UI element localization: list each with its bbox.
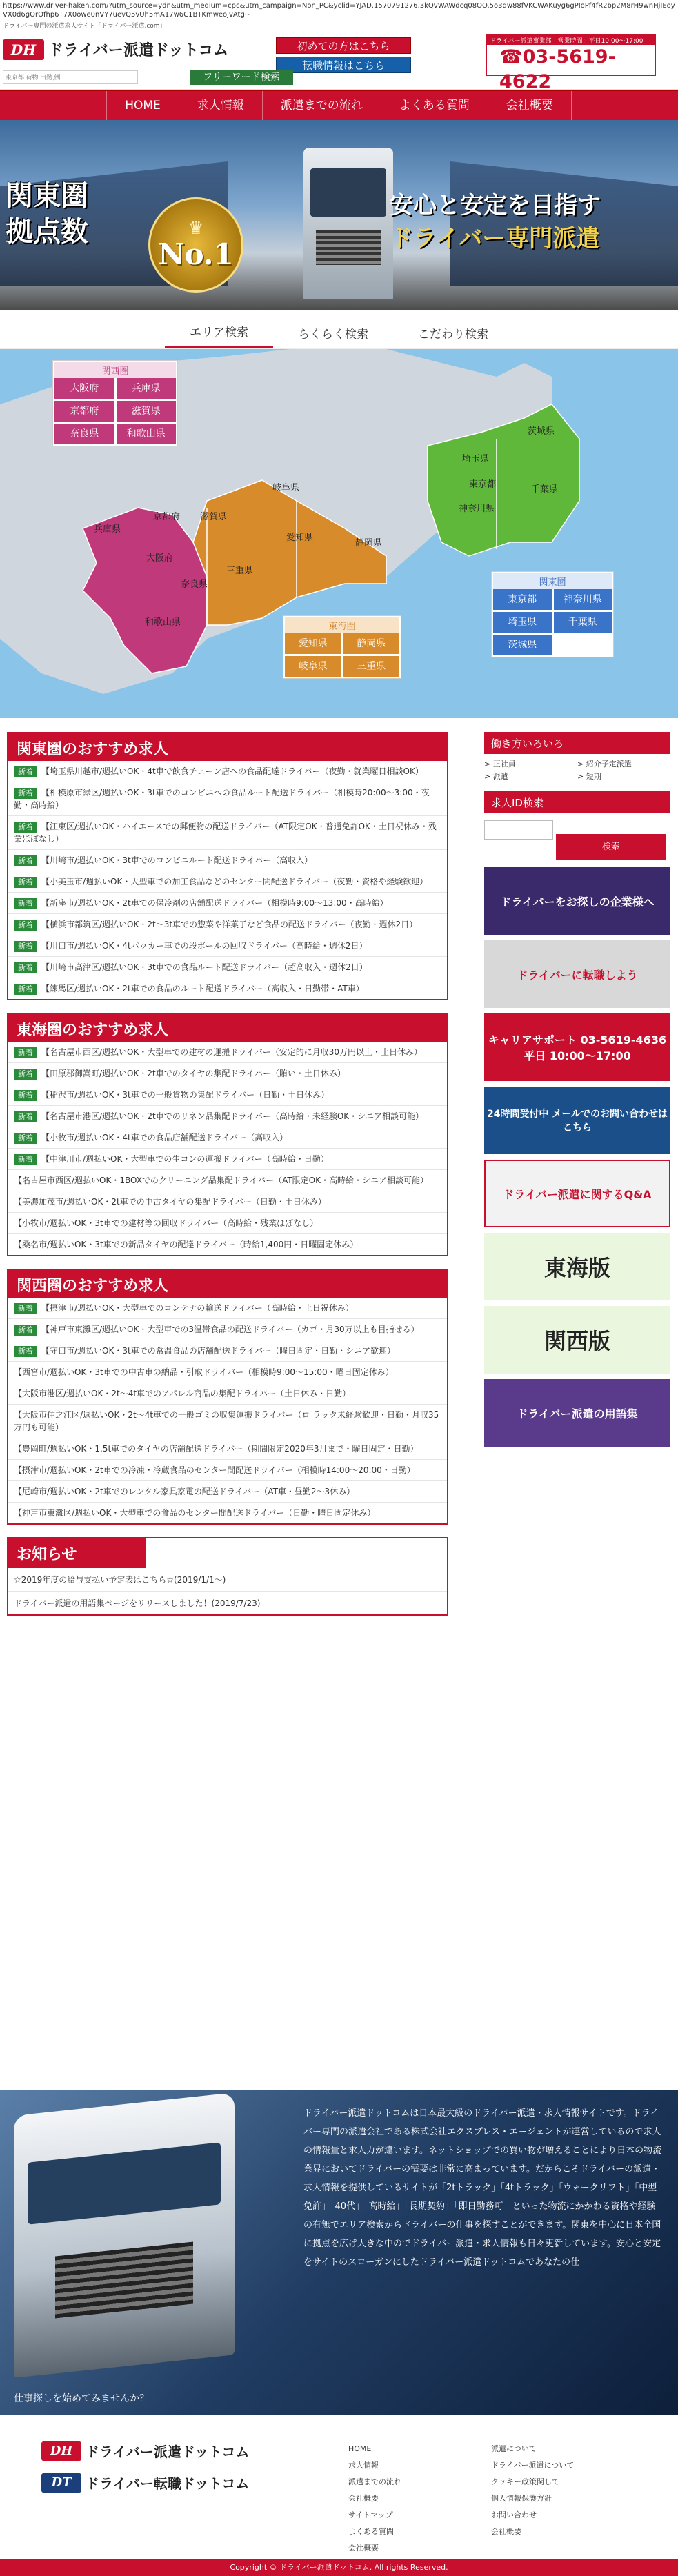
new-badge: 新着 bbox=[14, 1090, 37, 1101]
map-label-nara[interactable]: 奈良県 bbox=[181, 579, 208, 590]
job-row[interactable] bbox=[8, 978, 447, 999]
hero-banner bbox=[0, 120, 678, 310]
job-title: 【神戸市東灘区/週払いOK・大型車での3温帯食品の配送ドライバー（カゴ・月30万以上も目指せる） bbox=[41, 1325, 419, 1334]
banner-kansai-edition[interactable]: 関西版 bbox=[484, 1306, 670, 1374]
pref-shiga[interactable]: 滋賀県 bbox=[117, 401, 177, 422]
tokai-jobs-list bbox=[8, 1042, 447, 1255]
new-badge: 新着 bbox=[14, 788, 37, 799]
job-title: 【豊岡町/週払いOK・1.5t車でのタイヤの店舗配送ドライバー（期間限定2020年3月まで・曜日固定・日勤） bbox=[14, 1444, 419, 1454]
job-title: 【名古屋市西区/週払いOK・大型車での建材の運搬ドライバー（安定的に月収30万円以上・土日休み） bbox=[41, 1047, 423, 1057]
link-temp-to-hire[interactable]: > 紹介予定派遣 bbox=[577, 760, 632, 769]
job-title: 【小美玉市/週払いOK・大型車での加工食品などのセンター間配送ドライバー（夜勤・資格や経験歓迎） bbox=[41, 877, 428, 886]
map-label-mie[interactable]: 三重県 bbox=[226, 566, 254, 576]
left-column bbox=[7, 732, 448, 1616]
nav-jobs[interactable]: 求人情報 bbox=[179, 91, 262, 120]
job-row[interactable] bbox=[8, 1405, 447, 1438]
phone-hours: ドライバー派遣事業部 営業時間：平日10:00〜17:00 bbox=[487, 35, 655, 45]
pref-kyoto[interactable]: 京都府 bbox=[54, 401, 114, 422]
hero-left-text: 関東圏 拠点数 bbox=[6, 180, 88, 248]
job-row[interactable] bbox=[8, 1362, 447, 1383]
tokai-jobs-title: 東海圏のおすすめ求人 bbox=[8, 1014, 447, 1042]
job-change-button[interactable]: 転職情報はこちら bbox=[276, 57, 411, 73]
job-row[interactable] bbox=[8, 1213, 447, 1234]
free-word-search-button[interactable]: フリーワード検索 bbox=[190, 70, 293, 85]
map-label-chiba[interactable]: 千葉県 bbox=[531, 484, 559, 495]
page-title: ドライバー専門の派遣求人サイト「ドライバー派遣.com」 bbox=[3, 23, 166, 30]
id-search-title: 求人ID検索 bbox=[484, 791, 670, 813]
phone-number: ☎03-5619-4622 bbox=[499, 46, 616, 92]
footer-link[interactable]: クッキー政策関して bbox=[491, 2477, 559, 2486]
new-badge: 新着 bbox=[14, 1069, 37, 1080]
job-row[interactable] bbox=[8, 1460, 447, 1481]
job-title: 【横浜市都筑区/週払いOK・2t〜3t車での惣菜や洋菓子など食品の配送ドライバー（夜勤・週休2日） bbox=[41, 920, 418, 929]
job-row[interactable] bbox=[8, 935, 447, 957]
banner-tokai-edition[interactable]: 東海版 bbox=[484, 1233, 670, 1300]
new-badge: 新着 bbox=[14, 984, 37, 995]
new-badge: 新着 bbox=[14, 766, 37, 777]
job-row[interactable] bbox=[8, 1149, 447, 1170]
job-title: 【中津川市/週払いOK・大型車での生コンの運搬ドライバー（高時給・日勤） bbox=[41, 1154, 329, 1164]
new-badge: 新着 bbox=[14, 920, 37, 931]
job-row[interactable] bbox=[8, 1438, 447, 1460]
job-title: 【摂津市/週払いOK・大型車でのコンテナの輸送ドライバー（高時給・土日祝休み） bbox=[41, 1303, 354, 1313]
first-visit-button[interactable]: 初めての方はこちら bbox=[276, 37, 411, 54]
job-title: 【神戸市東灘区/週払いOK・大型車での食品のセンター間配送ドライバー（日勤・曜日固定休み） bbox=[14, 1508, 376, 1518]
no1-badge: ♛ No.1 bbox=[148, 197, 243, 293]
browser-url[interactable]: https://www.driver-haken.com/?utm_source=ydn&utm_medium=cpc&utm_campaign=Non_PC&yclid=YJAD.1570791276.3kQvWAWdcq08OO.5o3dw88fVKCWAKuyg6gPIoPf4fR2bp2M8rH9wnHjIEoyVX0d6gOrOfhp6T7X0owe0nVY7uevQ5vUh5mA17w6C1BTKmweojvAtg~ bbox=[3, 2, 675, 19]
footer-links-col2 bbox=[491, 2441, 574, 2540]
about-section bbox=[0, 2090, 678, 2415]
kanto-jobs-list bbox=[8, 761, 447, 999]
new-badge: 新着 bbox=[14, 1111, 37, 1122]
map-label-osaka[interactable]: 大阪府 bbox=[146, 553, 174, 564]
tab-area-search[interactable]: エリア検索 bbox=[165, 322, 273, 348]
region-box-tokai bbox=[283, 615, 401, 679]
link-short-term[interactable]: > 短期 bbox=[577, 772, 601, 781]
map-label-shiga[interactable]: 滋賀県 bbox=[200, 512, 228, 522]
region-title-kanto: 関東圏 bbox=[493, 573, 612, 589]
job-title: 【小牧市/週払いOK・4t車での食品店舗配送ドライバー（高収入） bbox=[41, 1133, 288, 1142]
job-title: 【川崎市/週払いOK・3t車でのコンビニルート配送ドライバー（高収入） bbox=[41, 855, 313, 865]
footer-link[interactable]: HOME bbox=[348, 2444, 372, 2453]
news-item-1[interactable]: ☆2019年度の給与支払い予定表はこちら☆(2019/1/1〜) bbox=[8, 1568, 447, 1592]
tokai-jobs-section bbox=[7, 1013, 448, 1256]
job-title: 【稲沢市/週払いOK・3t車での一般貨物の集配ドライバー（日勤・土日休み） bbox=[41, 1090, 330, 1100]
phone-icon: ☎ bbox=[499, 46, 523, 68]
job-title: 【田原郡御嵩町/週払いOK・2t車でのタイヤの集配ドライバー（賄い・土日休み） bbox=[41, 1069, 346, 1078]
region-title-kansai: 関西圏 bbox=[54, 362, 176, 378]
job-title: 【練馬区/週払いOK・2t車での食品のルート配送ドライバー（高収入・日勤帯・AT車） bbox=[41, 984, 364, 993]
map-label-kanagawa[interactable]: 神奈川県 bbox=[459, 504, 495, 514]
new-badge: 新着 bbox=[14, 855, 37, 866]
id-search-button[interactable]: 検索 bbox=[556, 834, 666, 860]
region-title-tokai: 東海圏 bbox=[285, 617, 399, 633]
job-row[interactable] bbox=[8, 1191, 447, 1213]
banner-glossary[interactable]: ドライバー派遣の用語集 bbox=[484, 1379, 670, 1447]
job-title: 【大阪市港区/週払いOK・2t〜4t車でのアパレル商品の集配ドライバー（土日休み・日勤） bbox=[14, 1389, 351, 1398]
site-footer bbox=[0, 2415, 678, 2559]
job-row[interactable] bbox=[8, 1063, 447, 1084]
job-row[interactable] bbox=[8, 957, 447, 978]
pref-hyogo[interactable]: 兵庫県 bbox=[117, 378, 177, 399]
job-row[interactable] bbox=[8, 893, 447, 914]
news-item-2[interactable]: ドライバー派遣の用語集ページをリリースしました！(2019/7/23) bbox=[14, 1598, 261, 1608]
pref-wakayama[interactable]: 和歌山県 bbox=[117, 424, 177, 444]
job-row[interactable] bbox=[8, 1340, 447, 1362]
new-badge: 新着 bbox=[14, 1346, 37, 1357]
link-fulltime[interactable]: > 正社員 bbox=[484, 760, 516, 769]
map-label-kyoto[interactable]: 京都府 bbox=[153, 512, 181, 522]
new-badge: 新着 bbox=[14, 941, 37, 952]
job-row[interactable] bbox=[8, 1298, 447, 1319]
job-row[interactable] bbox=[8, 1481, 447, 1503]
banner-career-support[interactable]: キャリアサポート 03-5619-4636 平日 10:00〜17:00 bbox=[484, 1013, 670, 1081]
map-label-saitama[interactable]: 埼玉県 bbox=[462, 454, 490, 464]
link-dispatch[interactable]: > 派遣 bbox=[484, 772, 508, 781]
job-title: 【川崎市高津区/週払いOK・3t車での食品ルート配送ドライバー（超高収入・週休2日） bbox=[41, 962, 368, 972]
job-title: 【江東区/週払いOK・ハイエースでの郵便物の配送ドライバー（AT限定OK・普通免許OK・土日祝休み・残業ほぼなし） bbox=[14, 822, 437, 844]
job-title: 【桑名市/週払いOK・3t車での新品タイヤの配達ドライバー（時給1,400円・日曜固定休み） bbox=[14, 1240, 359, 1249]
job-row[interactable] bbox=[8, 914, 447, 935]
new-badge: 新着 bbox=[14, 877, 37, 888]
pref-gifu[interactable]: 岐阜県 bbox=[285, 656, 341, 677]
job-title: 【川口市/週払いOK・4tパッカー車での段ボールの回収ドライバー（高時給・週休2日） bbox=[41, 941, 368, 951]
hero-right-text: 安心と安定を目指す ドライバー専門派遣 bbox=[390, 192, 601, 252]
banner-qa[interactable]: ドライバー派遣に関するQ&A bbox=[484, 1160, 670, 1227]
job-row[interactable] bbox=[8, 1042, 447, 1063]
pref-saitama[interactable]: 埼玉県 bbox=[493, 612, 552, 633]
nav-faq[interactable]: よくある質問 bbox=[381, 91, 488, 120]
pref-tokyo[interactable]: 東京都 bbox=[493, 589, 552, 610]
job-row[interactable] bbox=[8, 850, 447, 871]
area-map bbox=[0, 349, 678, 718]
about-bottom-text: 仕事探しを始めてみませんか？ bbox=[14, 2393, 149, 2404]
job-row[interactable] bbox=[8, 1106, 447, 1127]
new-badge: 新着 bbox=[14, 962, 37, 973]
about-text: ドライバー派遣ドットコムは日本最大級のドライバー派遣・求人情報サイトです。ドライバー専門の派遣会社である株式会社エクスプレス・エージェントが運営しているので求人の情報量と求人力が違います。ネットショップでの買い物が増えることにより日本の物流業界においてドライバーの需要は非常に高まっています。だからこそドライバーの派遣・求人情報を提供しているサイトが「2tトラック」「4tトラック」「ウォークリフト」「中型免許」「40代」「高時給」「長期契約」「即日勤務可」といった物流にかかわる資格や経験の有無でエリア検索からドライバーの仕事を探すことができます。関東を中心に日本全国に拠点を広げ大きな中のでドライバー派遣・求人情報も日々更新しています。安心と安定をサイトのスローガンにしたドライバー派遣ドットコムであなたの仕 bbox=[303, 2108, 662, 2268]
kansai-jobs-list bbox=[8, 1298, 447, 1523]
map-label-gifu[interactable]: 岐阜県 bbox=[272, 483, 300, 493]
pref-shizuoka[interactable]: 静岡県 bbox=[343, 633, 400, 654]
job-title: 【新座市/週払いOK・2t車での保冷剤の店舗配送ドライバー（相模時9:00〜13:00・高時給） bbox=[41, 898, 388, 908]
pref-ibaraki[interactable]: 茨城県 bbox=[493, 635, 552, 655]
new-badge: 新着 bbox=[14, 1325, 37, 1336]
pref-mie[interactable]: 三重県 bbox=[343, 656, 400, 677]
region-box-kansai bbox=[52, 360, 178, 446]
job-row[interactable] bbox=[8, 761, 447, 782]
job-row[interactable] bbox=[8, 1503, 447, 1523]
site-logo[interactable] bbox=[3, 39, 228, 60]
map-label-shizuoka[interactable]: 静岡県 bbox=[355, 538, 383, 548]
work-style-title: 働き方いろいろ bbox=[484, 732, 670, 754]
job-row[interactable] bbox=[8, 1127, 447, 1149]
footer-logo-dh[interactable]: DH ドライバー派遣ドットコム bbox=[41, 2441, 249, 2461]
pref-nara[interactable]: 奈良県 bbox=[54, 424, 114, 444]
job-title: 【大阪市住之江区/週払いOK・2t〜4t車での一般ゴミの収集運搬ドライバー（ロ ラック未経験歓迎・日勤・月収35万円も可能） bbox=[14, 1410, 439, 1432]
pref-aichi[interactable]: 愛知県 bbox=[285, 633, 341, 654]
banner-become-driver[interactable]: ドライバーに転職しよう bbox=[484, 940, 670, 1008]
footer-logo-dt[interactable]: DT ドライバー転職ドットコム bbox=[41, 2473, 249, 2493]
map-label-hyogo[interactable]: 兵庫県 bbox=[94, 524, 121, 535]
new-badge: 新着 bbox=[14, 898, 37, 909]
footer-link[interactable]: サイトマップ bbox=[348, 2510, 393, 2519]
new-badge: 新着 bbox=[14, 1154, 37, 1165]
tab-easy-search[interactable]: らくらく検索 bbox=[298, 328, 368, 341]
nav-company[interactable]: 会社概要 bbox=[488, 91, 572, 120]
job-title: 【名古屋市港区/週払いOK・2t車でのリネン品集配ドライバー（高時給・未経験OK・シニア相談可能） bbox=[41, 1111, 424, 1121]
new-badge: 新着 bbox=[14, 1303, 37, 1314]
footer-links-col1 bbox=[348, 2441, 401, 2557]
footer-link[interactable]: 会社概要 bbox=[348, 2494, 379, 2503]
job-title: 【守口市/週払いOK・3t車での常温食品の店舗配送ドライバー（曜日固定・日勤・シニア歓迎） bbox=[41, 1346, 396, 1356]
pref-chiba[interactable]: 千葉県 bbox=[554, 612, 612, 633]
news-title: お知らせ bbox=[8, 1538, 146, 1568]
tab-detail-search[interactable]: こだわり検索 bbox=[418, 328, 488, 341]
banner-companies[interactable]: ドライバーをお探しの企業様へ bbox=[484, 867, 670, 935]
footer-link[interactable]: 会社概要 bbox=[491, 2527, 521, 2536]
footer-link[interactable]: よくある質問 bbox=[348, 2527, 394, 2536]
kanto-jobs-section bbox=[7, 732, 448, 1000]
copyright: Copyright © ドライバー派遣ドットコム. All rights Reserved. bbox=[0, 2559, 678, 2576]
job-title: 【美濃加茂市/週払いOK・2t車での中古タイヤの集配ドライバー（日勤・土日休み） bbox=[14, 1197, 326, 1207]
footer-link[interactable]: 派遣までの流れ bbox=[348, 2477, 401, 2486]
new-badge: 新着 bbox=[14, 1133, 37, 1144]
job-title: 【西宮市/週払いOK・3t車での中古車の納品・引取ドライバー（相模時9:00〜15:00・曜日固定休み） bbox=[14, 1367, 394, 1377]
job-row[interactable] bbox=[8, 782, 447, 816]
pref-kanagawa[interactable]: 神奈川県 bbox=[554, 589, 612, 610]
job-id-input[interactable] bbox=[484, 820, 553, 840]
pref-osaka[interactable]: 大阪府 bbox=[54, 378, 114, 399]
job-title: 【相模原市緑区/週払いOK・3t車でのコンビニへの食品ルート配送ドライバー（相模時20:00〜3:00・夜勤・高時給） bbox=[14, 788, 430, 810]
job-row[interactable] bbox=[8, 1319, 447, 1340]
search-input[interactable] bbox=[3, 70, 138, 84]
kanto-jobs-title: 関東圏のおすすめ求人 bbox=[8, 733, 447, 761]
logo-mark: DH bbox=[3, 39, 44, 60]
map-label-aichi[interactable]: 愛知県 bbox=[286, 533, 314, 543]
footer-link[interactable]: ドライバー派遣について bbox=[491, 2461, 575, 2470]
job-row[interactable] bbox=[8, 1234, 447, 1255]
footer-link[interactable]: お問い合わせ bbox=[491, 2510, 537, 2519]
job-row[interactable] bbox=[8, 816, 447, 850]
job-row[interactable] bbox=[8, 1383, 447, 1405]
new-badge: 新着 bbox=[14, 822, 37, 833]
new-badge: 新着 bbox=[14, 1047, 37, 1058]
id-search-form bbox=[484, 813, 670, 867]
kansai-jobs-title: 関西圏のおすすめ求人 bbox=[8, 1270, 447, 1298]
sidebar bbox=[484, 732, 670, 1452]
crown-icon: ♛ bbox=[188, 217, 204, 239]
main-content bbox=[0, 732, 678, 2050]
job-title: 【小牧市/週払いOK・3t車での建材等の回収ドライバー（高時給・残業ほぼなし） bbox=[14, 1218, 319, 1228]
footer-link[interactable]: 個人情報保護方針 bbox=[491, 2494, 552, 2503]
job-title: 【名古屋市西区/週払いOK・1BOXでのクリーニング品集配ドライバー（AT限定OK・高時給・シニア相談可能） bbox=[14, 1176, 428, 1185]
truck-photo bbox=[14, 2092, 235, 2378]
map-label-tokyo[interactable]: 東京都 bbox=[469, 479, 497, 490]
site-header bbox=[0, 30, 678, 90]
region-box-kanto bbox=[491, 571, 614, 657]
header-phone-box[interactable] bbox=[486, 34, 656, 92]
nav-flow[interactable]: 派遣までの流れ bbox=[262, 91, 381, 120]
nav-home[interactable]: HOME bbox=[106, 91, 179, 120]
job-row[interactable] bbox=[8, 1170, 447, 1191]
news-section bbox=[7, 1537, 448, 1616]
footer-link[interactable]: 派遣について bbox=[491, 2444, 537, 2453]
work-style-links bbox=[484, 754, 670, 787]
map-label-wakayama[interactable]: 和歌山県 bbox=[145, 617, 181, 628]
search-tabs bbox=[0, 310, 678, 349]
logo-text: ドライバー派遣ドットコム bbox=[48, 42, 229, 59]
job-title: 【埼玉県川越市/週払いOK・4t車で飲食チェーン店への食品配達ドライバー（夜勤・就業曜日相談OK） bbox=[41, 766, 423, 776]
job-title: 【尼崎市/週払いOK・2t車でのレンタル家具家電の配送ドライバー（AT車・昼勤2〜3休み） bbox=[14, 1487, 355, 1496]
job-row[interactable] bbox=[8, 1084, 447, 1106]
job-title: 【摂津市/週払いOK・2t車での冷凍・冷蔵食品のセンター間配送ドライバー（相模時14:00〜20:00・日勤） bbox=[14, 1465, 415, 1475]
footer-link[interactable]: 会社概要 bbox=[348, 2544, 379, 2553]
truck-image-center bbox=[303, 148, 393, 299]
banner-mail-contact[interactable]: 24時間受付中 メールでのお問い合わせはこちら bbox=[484, 1087, 670, 1154]
kansai-jobs-section bbox=[7, 1269, 448, 1525]
footer-link[interactable]: 求人情報 bbox=[348, 2461, 379, 2470]
map-label-ibaraki[interactable]: 茨城県 bbox=[528, 426, 555, 437]
job-row[interactable] bbox=[8, 871, 447, 893]
